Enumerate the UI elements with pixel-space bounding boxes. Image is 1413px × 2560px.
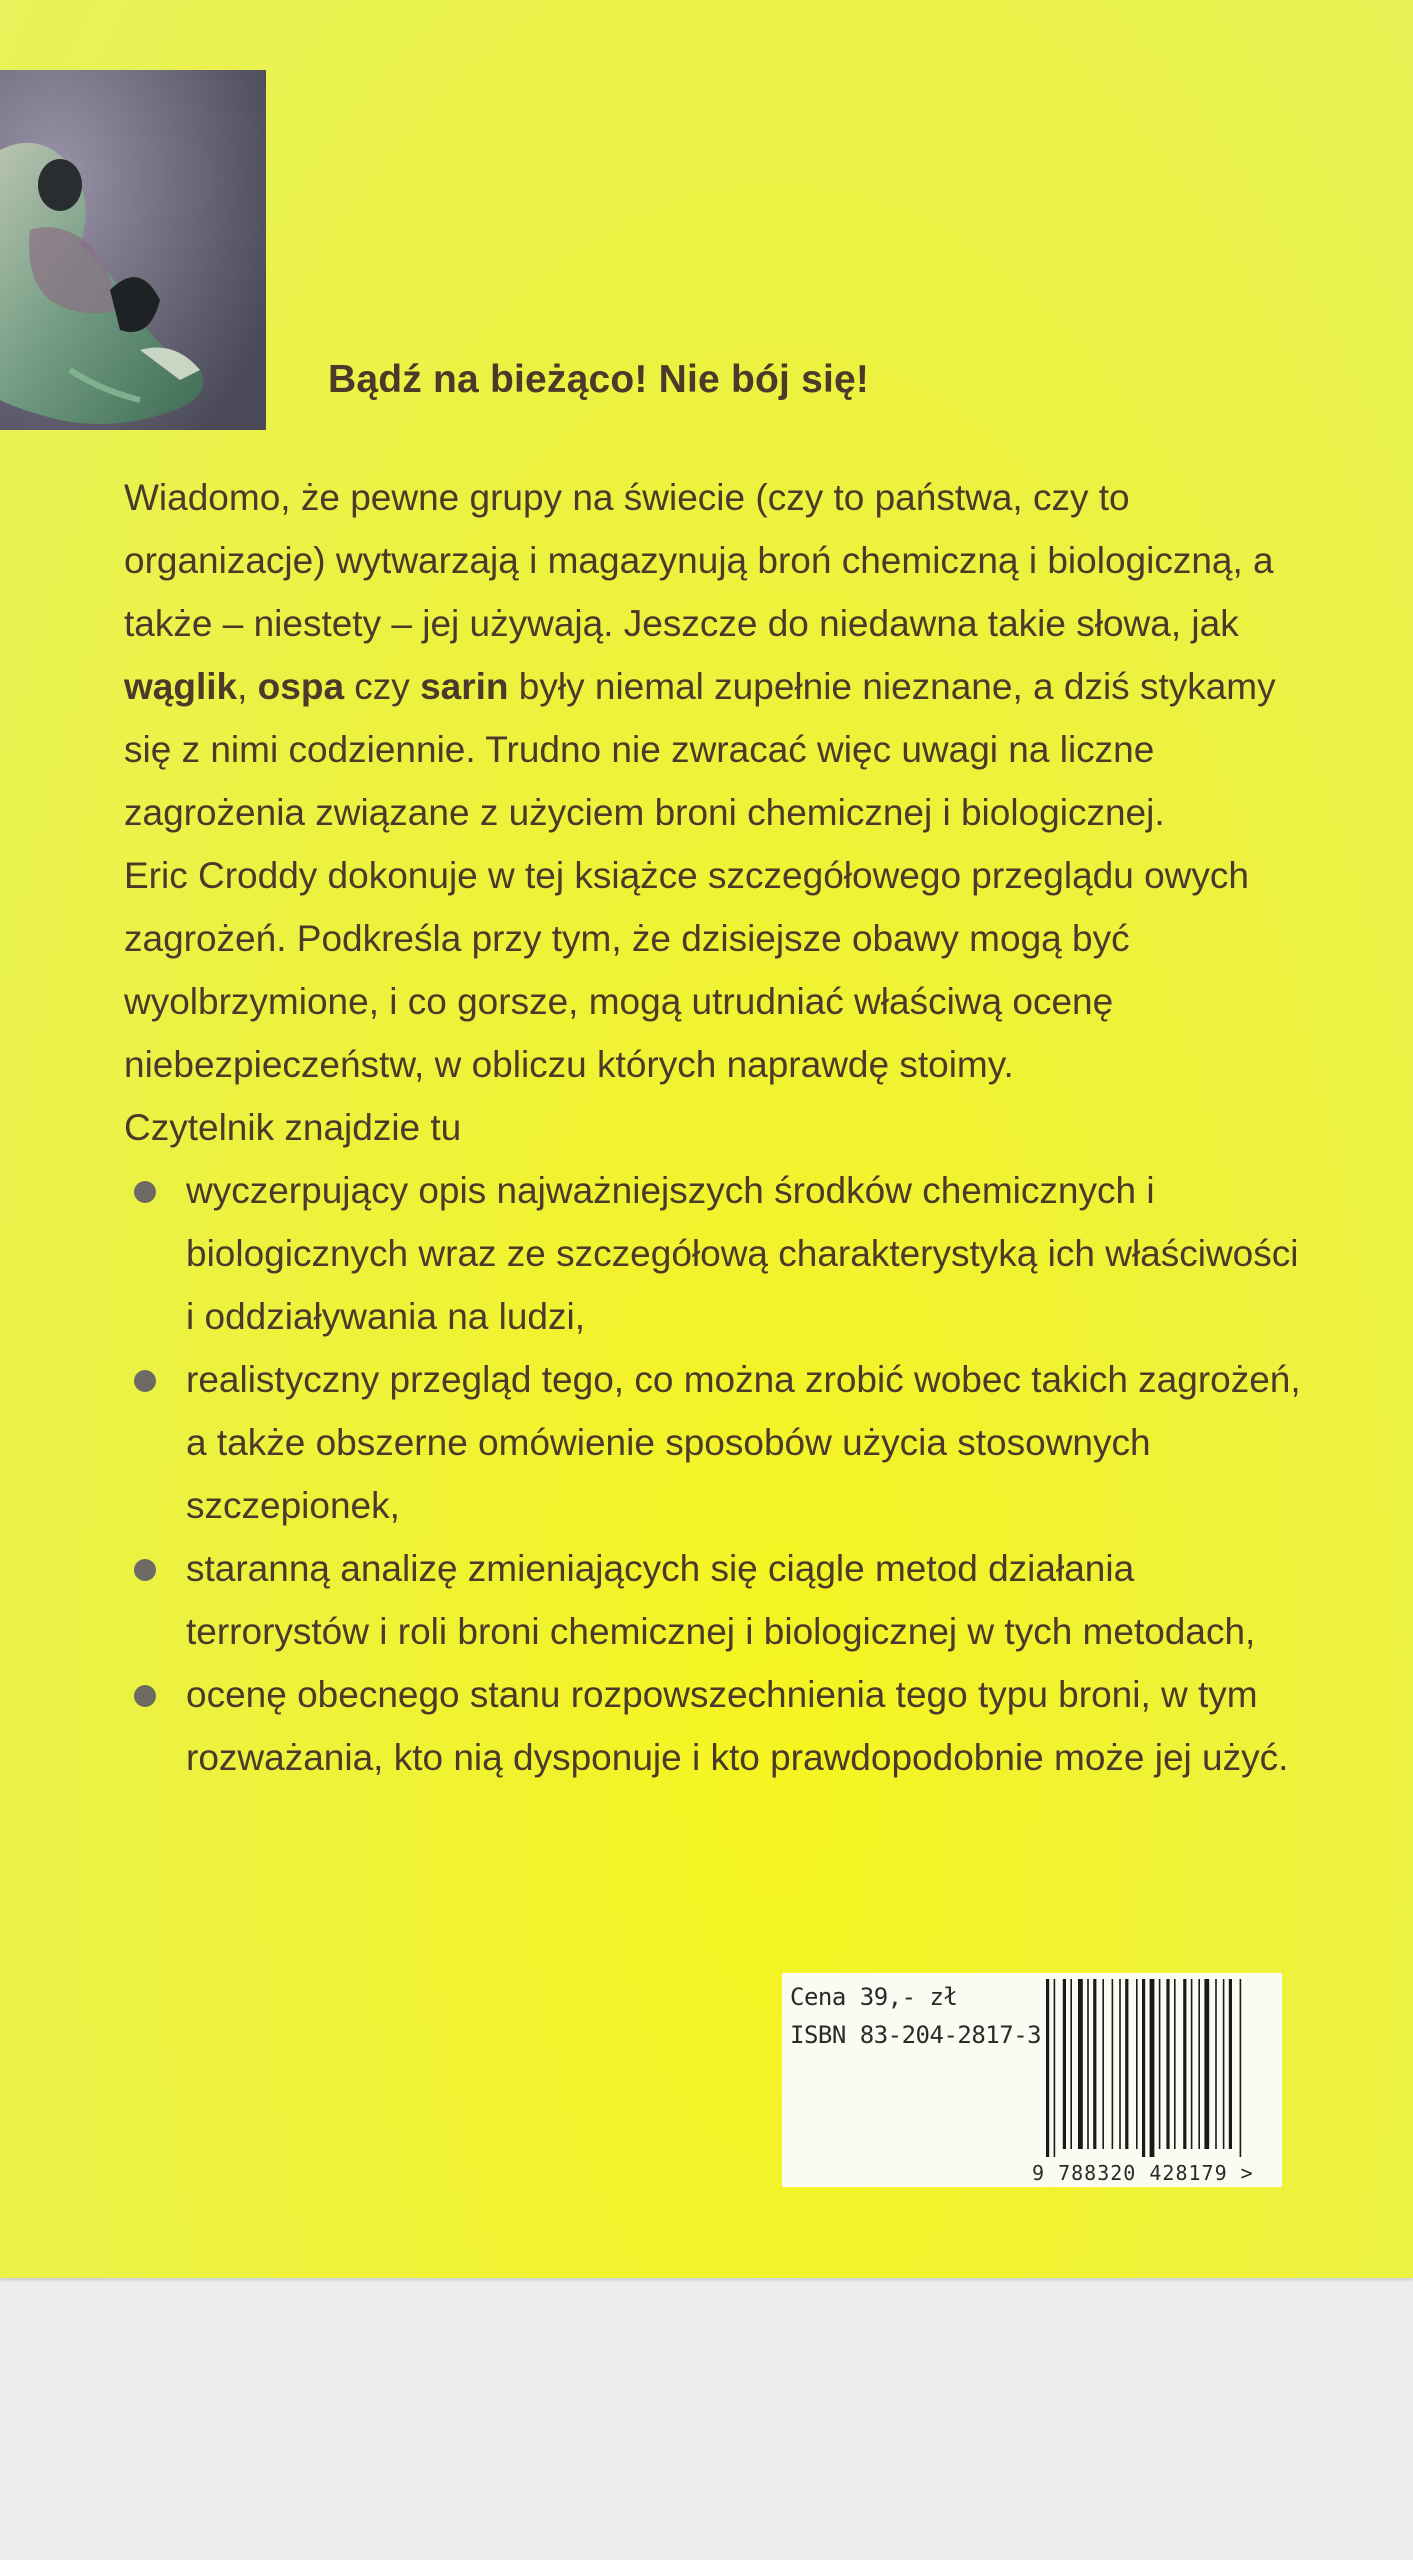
bullet-icon (134, 1181, 156, 1203)
barcode-bar (1166, 1979, 1169, 2149)
list-item (124, 1663, 1304, 1789)
barcode-bar (1159, 1979, 1161, 2149)
list-item-text: wyczerpujący opis najważniejszych środków chemicznych i biologicznych wraz ze szczegółową charakterystyką ich właściwości i oddziaływania na ludzi, (186, 1170, 1299, 1337)
barcode-bar (1102, 1979, 1104, 2149)
bullet-icon (134, 1370, 156, 1392)
term-sarin: sarin (420, 666, 509, 707)
barcode-bar (1078, 1979, 1083, 2149)
isbn-label: ISBN 83-204-2817-3 (790, 2021, 1042, 2049)
list-item (124, 1159, 1304, 1348)
intro-text-1: Wiadomo, że pewne grupy na świecie (czy to państwa, czy to organizacje) wytwarzają i magazynują broń chemiczną i biologiczną, a także – niestety – jej używają. Jeszcze do niedawna takie słowa, jak (124, 477, 1274, 644)
barcode-bar (1046, 1979, 1049, 2157)
term-smallpox: ospa (257, 666, 345, 707)
price-isbn-box (782, 1973, 1282, 2187)
barcode-bar (1191, 1979, 1193, 2149)
price-label: Cena 39,- zł (790, 1983, 958, 2011)
barcode-bar (1183, 1979, 1186, 2149)
barcode-bar (1054, 1979, 1056, 2157)
reader-intro: Czytelnik znajdzie tu (124, 1107, 462, 1148)
barcode-bar (1112, 1979, 1114, 2149)
barcode-bar (1174, 1979, 1176, 2149)
barcode-bar (1136, 1979, 1138, 2149)
bullet-icon (134, 1559, 156, 1581)
barcode-bar (1087, 1979, 1089, 2149)
barcode-bar (1240, 1979, 1242, 2157)
barcode-bar (1070, 1979, 1072, 2149)
barcode-bar (1125, 1979, 1128, 2149)
barcode-bar (1119, 1979, 1121, 2149)
list-item-text: realistyczny przegląd tego, co można zrobić wobec takich zagrożeń, a także obszerne omówienie sposobów użycia stosownych szczepionek, (186, 1359, 1301, 1526)
term-anthrax: wąglik (124, 666, 238, 707)
list-item (124, 1537, 1304, 1663)
barcode-digits: 9 788320 428179 > (1032, 2161, 1254, 2185)
list-item (124, 1348, 1304, 1537)
bullet-icon (134, 1685, 156, 1707)
list-item-text: staranną analizę zmieniających się ciągle metod działania terrorystów i roli broni chemicznej i biologicznej w tych metodach, (186, 1548, 1256, 1652)
author-paragraph: Eric Croddy dokonuje w tej książce szczegółowego przeglądu owych zagrożeń. Podkreśla przy tym, że dzisiejsze obawy mogą być wyolbrzymione, i co gorsze, mogą utrudniać właściwą ocenę niebezpieczeństw, w obliczu których naprawdę stoimy. (124, 855, 1249, 1085)
barcode-bar (1204, 1979, 1209, 2149)
barcode-bar (1223, 1979, 1225, 2149)
intro-separator-2: czy (344, 666, 421, 707)
description (124, 466, 1304, 1789)
barcode-bar (1093, 1979, 1096, 2149)
cover-photo-skull (0, 70, 266, 430)
headline: Bądź na bieżąco! Nie bój się! (328, 358, 870, 401)
barcode-bar (1229, 1979, 1232, 2149)
list-item-text: ocenę obecnego stanu rozpowszechnienia tego typu broni, w tym rozważania, kto nią dysponuje i kto prawdopodobnie może jej użyć. (186, 1674, 1289, 1778)
feature-list (124, 1159, 1304, 1789)
barcode-bar (1215, 1979, 1217, 2149)
barcode-bar (1063, 1979, 1066, 2149)
barcode-bar (1150, 1979, 1155, 2157)
barcode-bar (1142, 1979, 1145, 2157)
intro-separator-1: , (237, 666, 258, 707)
intro-paragraph (124, 466, 1304, 844)
barcode-bar (1198, 1979, 1200, 2149)
intro-text-2: były niemal zupełnie nieznane, a dziś stykamy się z nimi codziennie. Trudno nie zwracać więc uwagi na liczne zagrożenia związane z użyciem broni chemicznej i biologicznej. (124, 666, 1276, 833)
barcode (1042, 1979, 1274, 2157)
